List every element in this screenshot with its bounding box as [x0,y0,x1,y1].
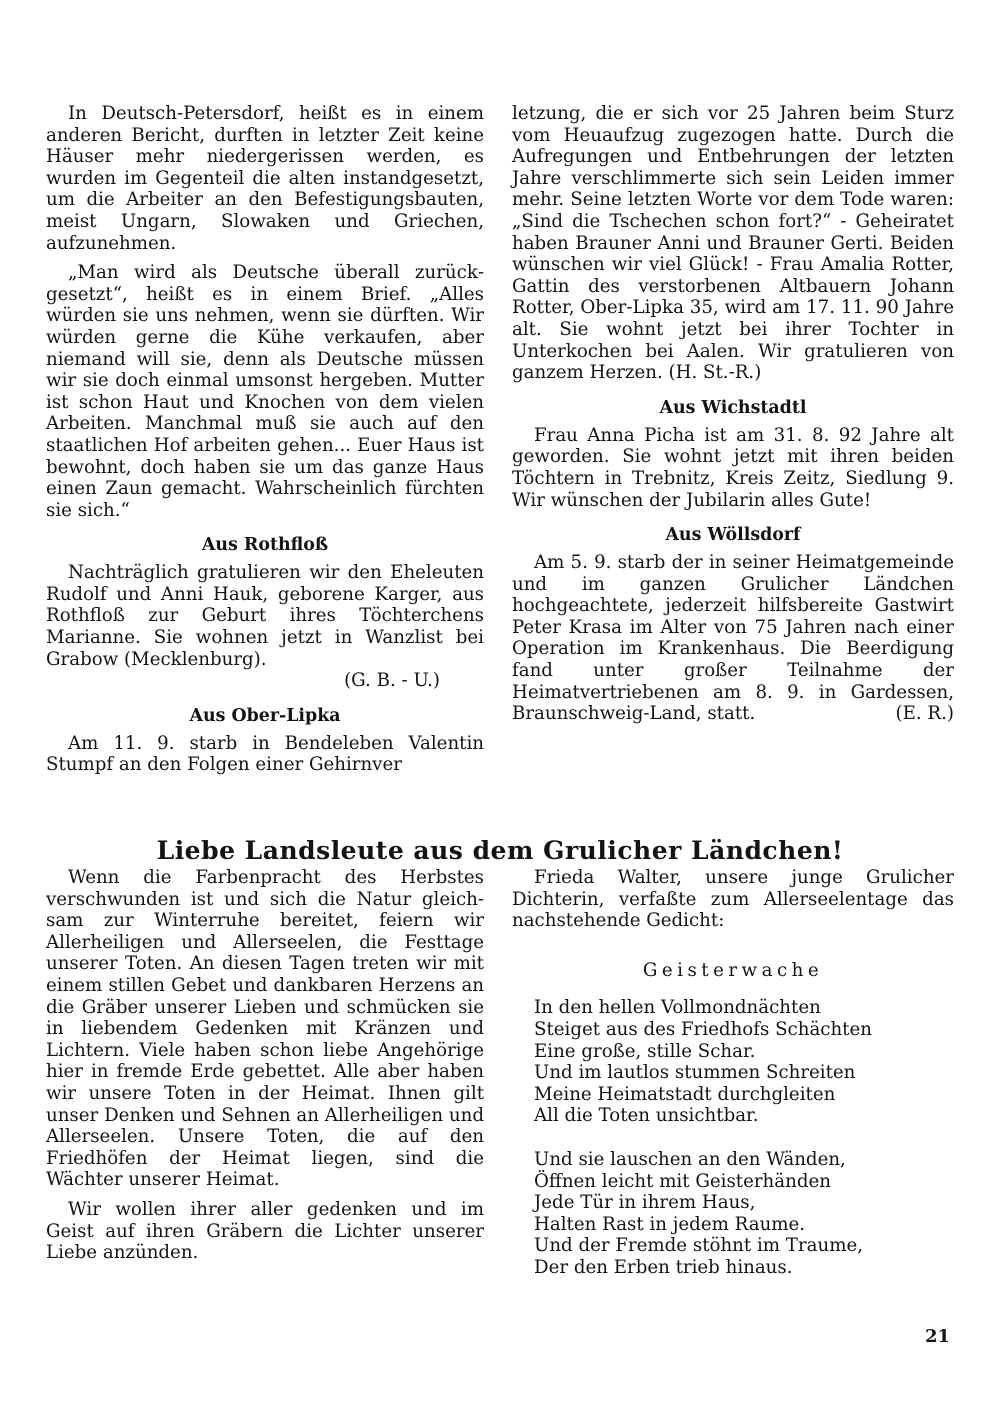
poem-title: Geisterwache [642,959,824,981]
poem-stanza-2 [534,1149,954,1279]
bottom-left-column [46,867,484,1264]
wichstadtl-text: Frau Anna Picha ist am 31. 8. 92 Jahre alt geworden. Sie wohnt jetzt mit ihren beiden Töchtern in Trebnitz, Kreis Zeitz, Siedlung 9. Wir wünschen der Jubilarin alles Gute! [512,424,954,511]
letter-quote-paragraph: „Man wird als Deutsche überall zurückgesetzt“, heißt es in einem Brief. „Alles würden sie uns nehmen, wenn sie dürften. Wir würden gerne die Kühe verkaufen, aber niemand will sie, denn als Deutsche müssen wir sie doch einmal umsonst hergeben. Mutter ist schon Haut und Knochen von dem vielen Arbeiten. Manchmal muß sie auch auf den staatlichen Hof arbeiten gehen... Euer Haus ist bewohnt, doch haben sie um das ganze Haus einen Zaun gemacht. Wahrscheinlich fürchten sie sich.“ [46,262,484,521]
poem-line: All die Toten unsichtbar. [534,1105,759,1127]
allerseelen-paragraph: Wenn die Farbenpracht des Herbstes verschwunden ist und sich die Natur gleichsam zur Winterruhe bereitet, feiern wir Allerheiligen und Allerseelen, die Festtage unserer Toten. An diesen Tagen treten wir mit einem stillen Gebet und dankbaren Herzens an die Gräber unserer Lieben und schmücken sie in liebendem Gedenken mit Kränzen und Lichtern. Viele haben schon liebe Angehörige hier in fremde Erde gebettet. Alle aber haben wir unsere Toten in der Heimat. Ihnen gilt unser Denken und Sehnen an Allerheiligen und Allerseelen. Unsere Toten, die auf den Friedhöfen der Heimat liegen, sind die Wächter unserer Heimat. [46,867,484,1191]
woellsdorf-heading: Aus Wöllsdorf [665,525,801,546]
poem-line: In den hellen Vollmondnächten [534,997,821,1019]
rothfloss-heading: Aus Rothfloß [201,535,329,556]
deutsch-petersdorf-paragraph: In Deutsch-Petersdorf, heißt es in einem anderen Bericht, durften in letzter Zeit keine Häuser mehr niedergerissen werden, es wurden im Gegenteil die alten instandgesetzt, um die Arbeiter an den Befestigungsbauten, meist Ungarn, Slowaken und Griechen, aufzunehmen. [46,103,484,254]
poem-line: Meine Heimatstadt durchgleiten [534,1083,836,1105]
article-banner-title: Liebe Landsleute aus dem Grulicher Ländchen! [156,836,844,865]
rothfloss-text: Nachträglich gratulieren wir den Eheleuten Rudolf und Anni Hauk, geborene Karger, aus Rothfloß zur Geburt ihres Töchterchens Marianne. Sie wohnen jetzt in Wanzlist bei Grabow (Mecklenburg). [46,562,484,670]
poem-line: Eine große, stille Schar. [534,1040,756,1062]
poem-line: Halten Rast in jedem Raume. [534,1213,806,1235]
ober-lipka-text-start: Am 11. 9. starb in Bendeleben Valentin Stumpf an den Folgen einer Gehirnver [46,732,484,776]
poem-line: Jede Tür in ihrem Haus, [534,1192,756,1214]
poem-line: Und im lautlos stummen Schreiten [534,1062,856,1084]
top-left-column [46,103,484,776]
poem-line: Und sie lauschen an den Wänden, [534,1148,846,1170]
poem-stanza-1 [534,997,954,1127]
rothfloss-signature: (G. B. - U.) [344,670,440,692]
poem-line: Steiget aus des Friedhofs Schächten [534,1018,872,1040]
page-number: 21 [924,1326,950,1347]
woellsdorf-signature: (E. R.) [895,703,954,725]
closing-paragraph: Wir wollen ihrer aller gedenken und im Geist auf ihren Gräbern die Lichter unserer Liebe anzünden. [46,1198,484,1264]
bottom-right-column [512,867,954,1301]
poem-line: Öffnen leicht mit Geisterhänden [534,1170,831,1192]
ober-lipka-text-continued: letzung, die er sich vor 25 Jahren beim Sturz vom Heuaufzug zugezogen hatte. Durch die Aufregungen und Entbehrungen der letzten Jahre verschlimmerte sich sein Leiden immer mehr. Seine letzten Worte vor dem Tode waren: „Sind die Tschechen schon fort?“ - Geheiratet haben Brauner Anni und Brauner Gerti. Beiden wünschen wir viel Glück! - Frau Amalia Rotter, Gattin des verstorbenen Altbauern Johann Rotter, Ober-Lipka 35, wird am 17. 11. 90 Jahre alt. Sie wohnt jetzt bei ihrer Tochter in Unterkochen bei Aalen. Wir gratulieren von ganzem Herzen. (H. St.-R.) [512,103,954,384]
poem-line: Der den Erben trieb hinaus. [534,1256,793,1278]
woellsdorf-body: Am 5. 9. starb der in seiner Heimatgemeinde und im ganzen Grulicher Ländchen hochgeachtete, jederzeit hilfsbereite Gastwirt Peter Krasa im Alter von 75 Jahren nach einer Operation im Krankenhaus. Die Beerdigung fand unter großer Teilnahme der Heimatvertriebenen am 8. 9. in Gardessen, Braunschweig-Land, statt. [512,552,954,725]
woellsdorf-text [512,552,954,725]
ober-lipka-heading: Aus Ober-Lipka [189,705,341,726]
poem-line: Und der Fremde stöhnt im Traume, [534,1235,863,1257]
top-right-column [512,103,954,725]
poem-intro: Frieda Walter, unsere junge Grulicher Dichterin, verfaßte zum Allerseelentage das nachstehende Gedicht: [512,867,954,932]
wichstadtl-heading: Aus Wichstadtl [659,397,807,418]
